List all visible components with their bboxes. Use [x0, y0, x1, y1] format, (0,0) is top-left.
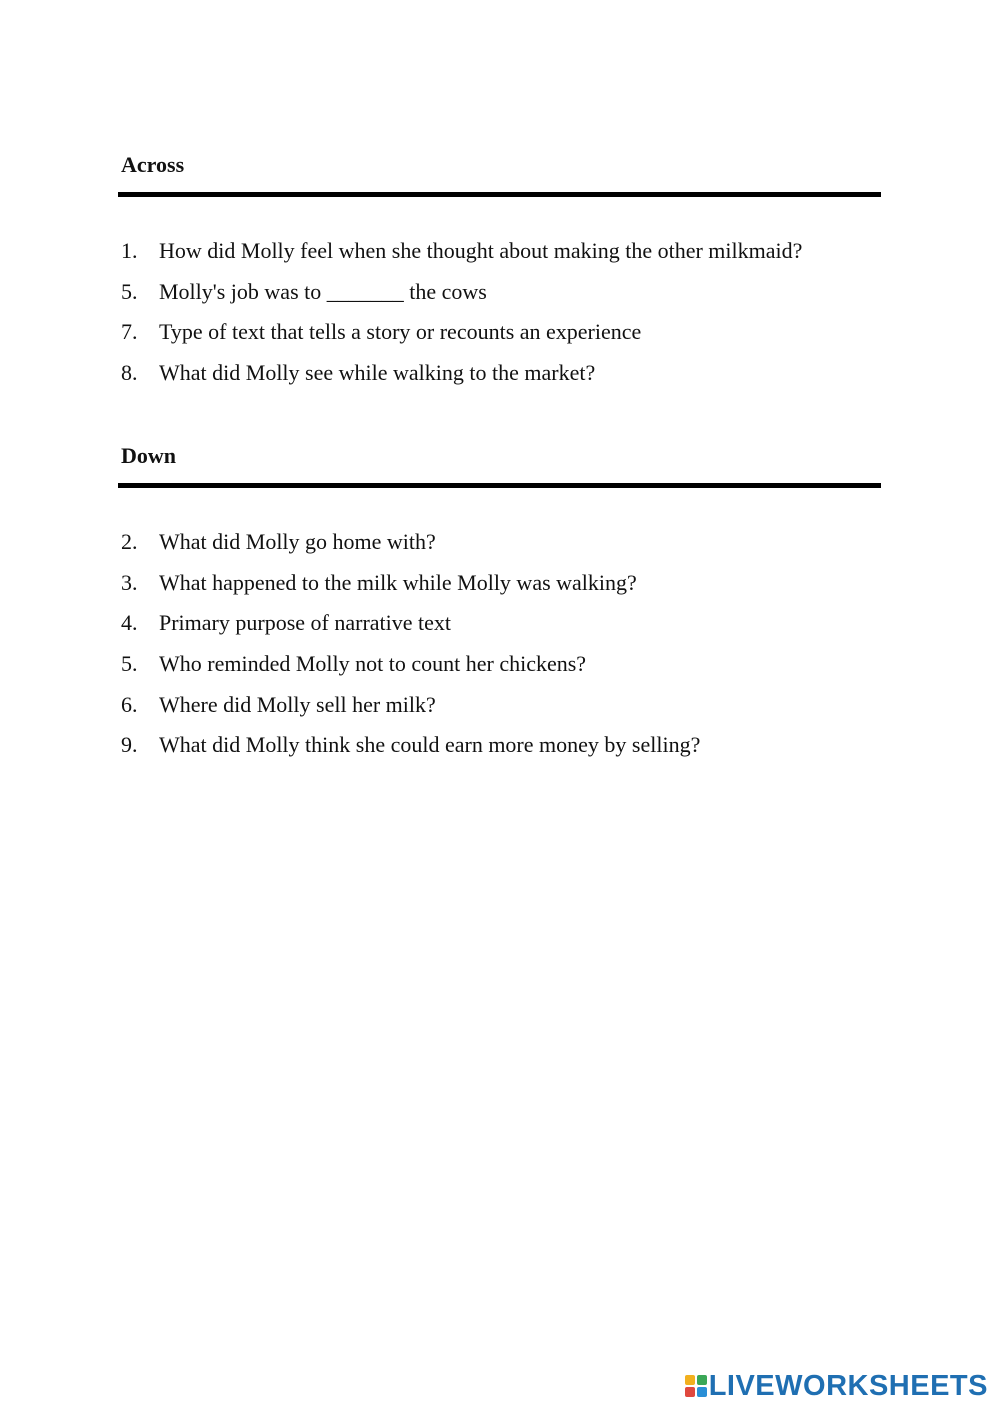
clue-number: 5. [121, 651, 138, 677]
down-clue-list [121, 527, 881, 760]
down-section [121, 441, 881, 771]
across-clue [121, 236, 881, 266]
across-heading: Across [121, 152, 185, 177]
logo-tile-icon [685, 1375, 695, 1385]
liveworksheets-logo[interactable] [685, 1366, 988, 1406]
across-divider [118, 192, 881, 197]
clue-text: What did Molly think she could earn more money by selling? [159, 732, 701, 758]
clue-number: 7. [121, 319, 138, 345]
down-clue [121, 568, 881, 598]
clue-number: 9. [121, 732, 138, 758]
clue-text: Primary purpose of narrative text [159, 610, 452, 636]
clue-text: Who reminded Molly not to count her chickens? [159, 651, 587, 677]
clue-text: What happened to the milk while Molly was walking? [159, 569, 637, 595]
logo-tile-icon [697, 1387, 707, 1397]
logo-tile-icon [685, 1387, 695, 1397]
down-divider [118, 483, 881, 488]
across-clue [121, 277, 881, 307]
down-clue [121, 690, 881, 720]
clue-text: Where did Molly sell her milk? [159, 691, 436, 717]
clue-number: 1. [121, 238, 138, 263]
clue-number: 3. [121, 569, 138, 595]
logo-wordmark: LIVEWORKSHEETS [708, 1370, 988, 1402]
clue-number: 6. [121, 691, 138, 717]
clue-text: What did Molly go home with? [159, 529, 436, 554]
clue-text: How did Molly feel when she thought about making the other milkmaid? [159, 238, 803, 263]
across-clue [121, 358, 881, 388]
clue-number: 2. [121, 529, 138, 554]
down-clue [121, 527, 881, 557]
logo-tile-icon [697, 1375, 707, 1385]
clue-number: 8. [121, 360, 138, 386]
clue-text: What did Molly see while walking to the market? [159, 360, 596, 386]
across-section [121, 150, 881, 399]
clue-number: 4. [121, 610, 138, 636]
down-clue [121, 649, 881, 679]
across-clue-list [121, 236, 881, 388]
down-clue [121, 608, 881, 638]
down-heading: Down [121, 443, 177, 468]
liveworksheets-logo-icon [685, 1375, 707, 1397]
clue-number: 5. [121, 278, 138, 304]
across-clue [121, 317, 881, 347]
clue-text: Type of text that tells a story or recounts an experience [159, 319, 642, 345]
clue-text: Molly's job was to _______ the cows [159, 278, 487, 304]
down-clue [121, 730, 881, 760]
